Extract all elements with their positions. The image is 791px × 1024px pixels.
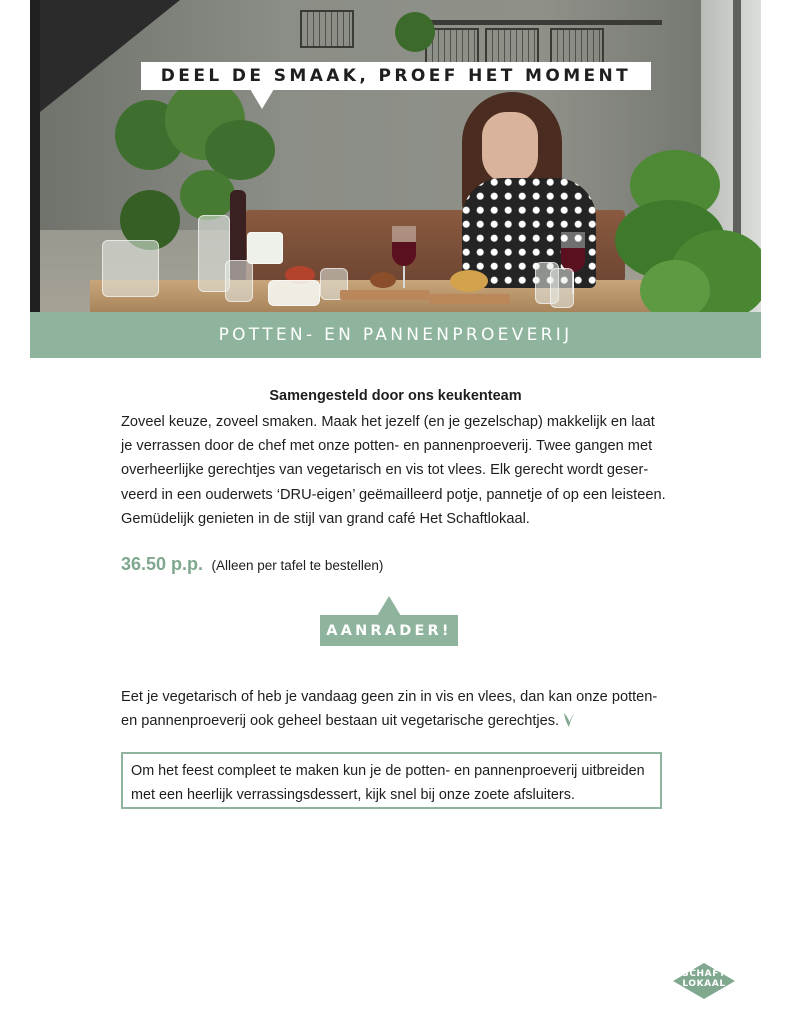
price-note: (Alleen per tafel te bestellen): [211, 558, 384, 573]
callout-line: met een heerlijk verrassingsdessert, kijk snel bij onze zoete afsluiters.: [131, 786, 575, 803]
callout-line: Om het feest compleet te maken kun je de potten- en pannenproeverij uitbreiden: [131, 763, 645, 779]
logo-line-1: SCHAFT: [682, 969, 726, 979]
vegetarian-line: Eet je vegetarisch of heb je vandaag geen zin in vis en vlees, dan kan onze potten-: [121, 689, 658, 705]
hero-tagline-banner: [141, 62, 651, 90]
logo-text: [672, 969, 736, 989]
price-row: [121, 554, 383, 575]
section-title-bar: [30, 312, 761, 358]
price-amount: 36.50 p.p.: [121, 554, 204, 574]
vegetarian-note: [121, 685, 701, 736]
intro-line: veerd in een ouderwets ‘DRU-eigen’ geëmailleerd potje, pannetje of op een leisteen.: [121, 486, 666, 503]
badge-pointer: [377, 596, 401, 616]
leaf-icon: [563, 712, 575, 736]
intro-paragraph: [121, 410, 681, 531]
vegetarian-line: en pannenproeverij ook geheel bestaan uit vegetarische gerechtjes.: [121, 713, 560, 730]
hero-photo: [30, 0, 761, 312]
intro-line: je verrassen door de chef met onze potten- en pannenproeverij. Twee gangen met: [121, 438, 653, 455]
intro-line: Zoveel keuze, zoveel smaken. Maak het jezelf (en je gezelschap) makkelijk en laat: [121, 414, 655, 430]
section-title: POTTEN- EN PANNENPROEVERIJ: [218, 325, 573, 345]
dessert-callout-box: [121, 752, 662, 809]
intro-line: overheerlijke gerechtjes van vegetarisch en vis tot vlees. Elk gerecht wordt geser-: [121, 462, 649, 479]
intro-subheading: Samengesteld door ons keukenteam: [269, 388, 522, 404]
recommendation-badge: [320, 615, 458, 646]
hero-tagline: DEEL DE SMAAK, PROEF HET MOMENT: [160, 66, 632, 86]
logo-line-2: LOKAAL: [682, 979, 726, 989]
intro-line: Gemüdelijk genieten in de stijl van grand café Het Schaftlokaal.: [121, 510, 530, 527]
hero-banner-pointer: [250, 89, 274, 109]
badge-label: AANRADER!: [326, 622, 452, 639]
